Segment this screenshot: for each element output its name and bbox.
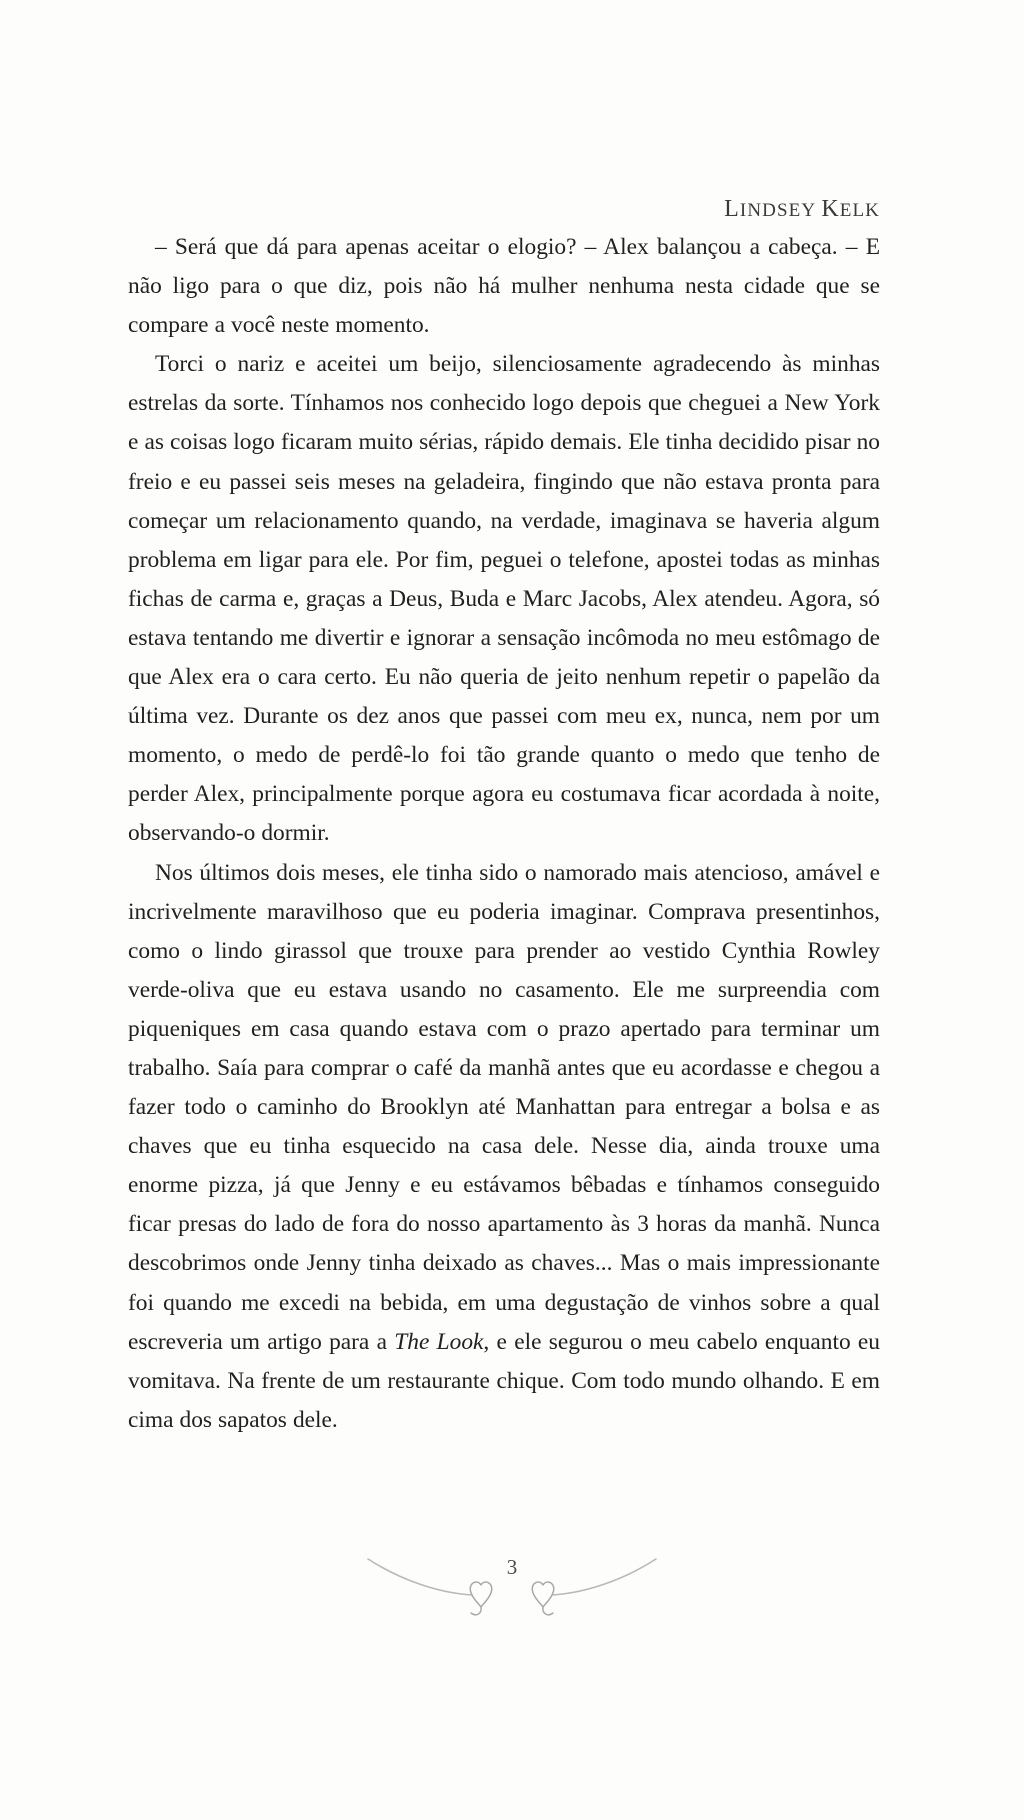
- running-head-smallcaps: ELK: [839, 200, 880, 221]
- italic-title: The Look: [394, 1328, 484, 1355]
- running-head-initial: K: [821, 196, 840, 222]
- paragraph: Torci o nariz e aceitei um beijo, silenciosamente agradecendo às minhas estrelas da sorte. Tínhamos nos conhecido logo depois que cheguei a New York e as coisas logo ficaram muito sérias, rápido demais. Ele tinha decidido pisar no freio e eu passei seis meses na geladeira, fingindo que não estava pronta para começar um relacionamento quando, na verdade, imaginava se haveria algum problema em ligar para ele. Por fim, peguei o telefone, apostei todas as minhas fichas de carma e, graças a Deus, Buda e Marc Jacobs, Alex atendeu. Agora, só estava tentando me divertir e ignorar a sensação incômoda no meu estômago de que Alex era o cara certo. Eu não queria de jeito nenhum repetir o papelão da última vez. Durante os dez anos que passei com meu ex, nunca, nem por um momento, o medo de perdê-lo foi tão grande quanto o medo que tenho de perder Alex, principalmente porque agora eu costumava ficar acordada à noite, observando-o dormir.: [128, 351, 880, 847]
- page-number: 3: [506, 1554, 518, 1579]
- paragraph: Nos últimos dois meses, ele tinha sido o namorado mais atencioso, amável e incrivelmente maravilhoso que eu poderia imaginar. Comprava presentinhos, como o lindo girassol que trouxe para prender ao vestido Cynthia Rowley verde-oliva que eu estava usando no casamento. Ele me surpreendia com piqueniques em casa quando estava com o prazo apertado para terminar um trabalho. Saía para comprar o café da manhã antes que eu acordasse e chegou a fazer todo o caminho do Brooklyn até Manhattan para entregar a bolsa e as chaves que eu tinha esquecido na casa dele. Nesse dia, ainda trouxe uma enorme pizza, já que Jenny e eu estávamos bêbadas e tínhamos conseguido ficar presas do lado de fora do nosso apartamento às 3 horas da manhã. Nunca descobrimos onde Jenny tinha deixado as chaves... Mas o mais impressionante foi quando me excedi na bebida, em uma degustação de vinhos sobre a qual escreveria um artigo para a The Look, e ele segurou o meu cabelo enquanto eu vomitava. Na frente de um restaurante chique. Com todo mundo olhando. E em cima dos sapatos dele.: [128, 859, 881, 1433]
- running-head-smallcaps: INDSEY: [739, 200, 816, 221]
- running-head-text: [724, 196, 880, 222]
- running-head-initial: L: [724, 196, 740, 222]
- body-text-block: [128, 228, 880, 1440]
- running-head: [724, 196, 880, 223]
- folio: [0, 1532, 1024, 1622]
- paragraph: – Será que dá para apenas aceitar o elogio? – Alex balançou a cabeça. – E não ligo para o que diz, pois não há mulher nenhuma nesta cidade que se compare a você neste momento.: [128, 234, 880, 339]
- folio-ornament-wrap: [362, 1537, 662, 1617]
